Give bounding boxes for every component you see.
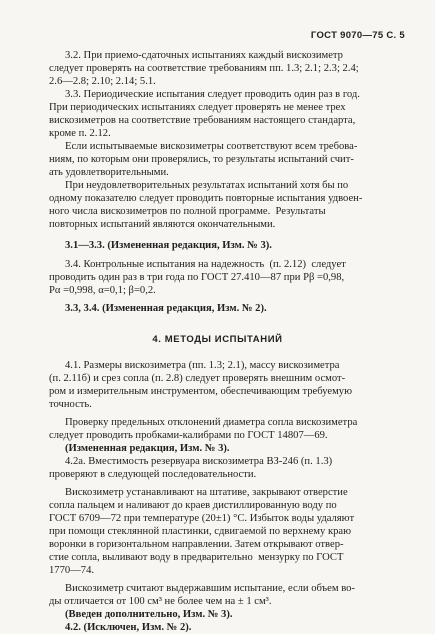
amendment-note: (Введен дополнительно, Изм. № 3). <box>65 609 233 620</box>
text-line: повторных испытаний являются окончательными. <box>49 219 276 230</box>
text-line: ром и измерительным инструментом, обеспечивающим требуемую <box>49 386 352 397</box>
text-line: стие сопла, выливают воду в предварительно мензурку по ГОСТ <box>49 552 344 563</box>
text-line: при помощи стеклянной пластинки, сдвигаемой по верхнему краю <box>49 526 352 537</box>
text-line: ниям, по которым они проверялись, то результаты испытаний счит- <box>49 154 354 165</box>
text-line: вискозиметров на соответствие требованиям настоящего стандарта, <box>49 115 356 126</box>
amendment-note: (Измененная редакция, Изм. № 3). <box>65 443 230 454</box>
page-header: ГОСТ 9070—75 С. 5 <box>310 30 405 41</box>
text-line: одному показателю следует проводить повторные испытания удвоен- <box>49 193 363 204</box>
text-line: (п. 2.11б) и срез сопла (п. 2.8) следует проверять внешним осмот- <box>49 373 346 384</box>
text-line: 3.2. При приемо-сдаточных испытаниях каждый вискозиметр <box>65 50 343 61</box>
text-line: ного числа вискозиметров по полной программе. Результаты <box>49 206 326 217</box>
text-line: следует проверять на соответствие требованиям пп. 1.3; 2.1; 2.3; 2.4; <box>49 63 359 74</box>
text-line: точность. <box>49 399 92 410</box>
text-line: Вискозиметр устанавливают на штативе, закрывают отверстие <box>65 487 348 498</box>
text-line: Проверку предельных отклонений диаметра сопла вискозиметра <box>65 417 358 428</box>
text-line: ды отличается от 100 см³ не более чем на ± 1 см³. <box>49 596 272 607</box>
text-line: Pα =0,998, α=0,1; β=0,2. <box>49 285 156 296</box>
text-line: ать удовлетворительными. <box>49 167 169 178</box>
text-line: проверяют в следующей последовательности. <box>49 469 257 480</box>
text-line: При периодических испытаниях следует проверять не менее трех <box>49 102 346 113</box>
text-line: 3.3. Периодические испытания следует проводить один раз в год. <box>65 89 360 100</box>
amendment-note: 3.3, 3.4. (Измененная редакция, Изм. № 2). <box>65 303 267 314</box>
text-line: 2.6—2.8; 2.10; 2.14; 5.1. <box>49 76 156 87</box>
text-line: кроме п. 2.12. <box>49 128 111 139</box>
amendment-note: 3.1—3.3. (Измененная редакция, Изм. № 3). <box>65 240 272 251</box>
amendment-note: 4.2. (Исключен, Изм. № 2). <box>65 622 192 633</box>
text-line: сопла пальцем и наливают до краев дистиллированную воду по <box>49 500 337 511</box>
text-line: следует проводить пробками-калибрами по ГОСТ 14807—69. <box>49 430 328 441</box>
text-line: 4.1. Размеры вискозиметра (пп. 1.3; 2.1), массу вискозиметра <box>65 360 340 371</box>
text-line: Вискозиметр считают выдержавшим испытание, если объем во- <box>65 583 355 594</box>
text-line: 4.2а. Вместимость резервуара вискозиметра ВЗ-246 (п. 1.3) <box>65 456 333 467</box>
text-line: Если испытываемые вискозиметры соответствуют всем требова- <box>65 141 358 152</box>
text-line: ГОСТ 6709—72 при температуре (20±1) °С. Избыток воды удаляют <box>49 513 355 524</box>
text-line: 3.4. Контрольные испытания на надежность (п. 2.12) следует <box>65 259 346 270</box>
section-heading: 4. МЕТОДЫ ИСПЫТАНИЙ <box>152 334 283 345</box>
text-line: 1770—74. <box>49 565 95 576</box>
text-line: воронки в горизонтальном направлении. Затем открывают отвер- <box>49 539 344 550</box>
text-line: проводить один раз в три года по ГОСТ 27.410—87 при Pβ =0,98, <box>49 272 345 283</box>
text-line: При неудовлетворительных результатах испытаний хотя бы по <box>65 180 349 191</box>
